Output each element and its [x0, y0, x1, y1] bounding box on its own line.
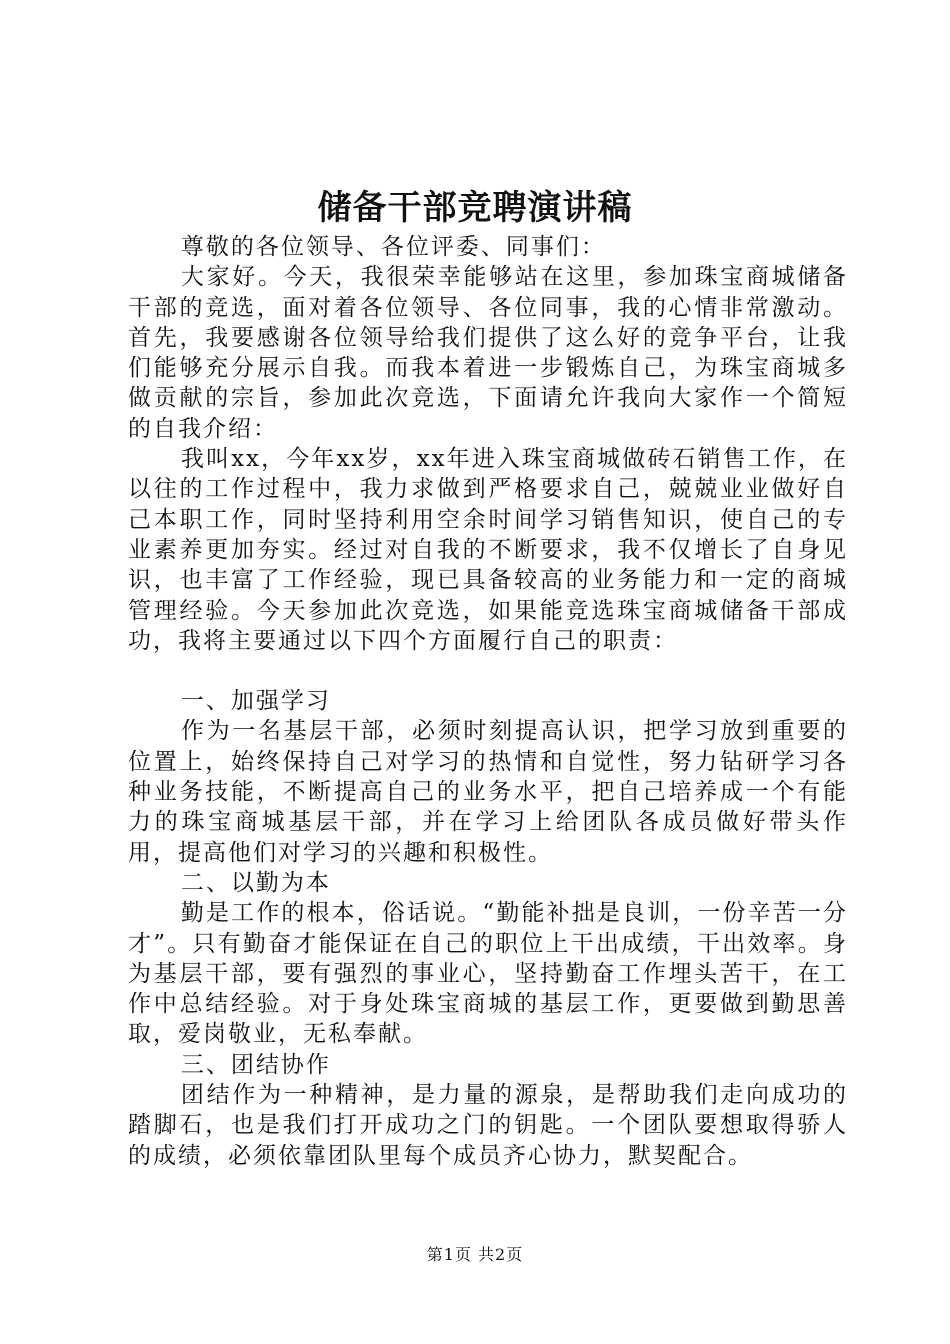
body-paragraph: 我叫xx，今年xx岁，xx年进入珠宝商城做砖石销售工作，在以往的工作过程中，我力求做到严格要求自己，兢兢业业做好自己本职工作，同时坚持利用空余时间学习销售知识，使自己的专业素养更加夯实。经过对自我的不断要求，我不仅增长了自身见识，也丰富了工作经验，现已具备较高的业务能力和一定的商城管理经验。今天参加此次竞选，如果能竞选珠宝商城储备干部成功，我将主要通过以下四个方面履行自己的职责：: [128, 446, 848, 654]
document-body: [128, 232, 848, 1171]
page-footer: 第1页 共2页: [426, 1245, 524, 1264]
section-heading: 二、以勤为本: [180, 869, 331, 896]
body-paragraph: 团结作为一种精神，是力量的源泉，是帮助我们走向成功的踏脚石，也是我们打开成功之门的钥匙。一个团队要想取得骄人的成绩，必须依靠团队里每个成员齐心协力，默契配合。: [128, 1082, 848, 1169]
document-title: 储备干部竞聘演讲稿: [317, 188, 633, 228]
body-paragraph: 作为一名基层干部，必须时刻提高认识，把学习放到重要的位置上，始终保持自己对学习的热情和自觉性，努力钻研学习各种业务技能，不断提高自己的业务水平，把自己培养成一个有能力的珠宝商城基层干部，并在学习上给团队各成员做好带头作用，提高他们对学习的兴趣和积极性。: [128, 718, 848, 866]
salutation: 尊敬的各位领导、各位评委、同事们：: [180, 234, 606, 260]
body-paragraph: 大家好。今天，我很荣幸能够站在这里，参加珠宝商城储备干部的竞选，面对着各位领导、各位同事，我的心情非常激动。首先，我要感谢各位领导给我们提供了这么好的竞争平台，让我们能够充分展示自我。而我本着进一步锻炼自己，为珠宝商城多做贡献的宗旨，参加此次竞选，下面请允许我向大家作一个简短的自我介绍：: [128, 264, 848, 442]
section-heading: 一、加强学习: [180, 688, 331, 715]
body-paragraph: 勤是工作的根本，俗话说。“勤能补拙是良训，一份辛苦一分才”。只有勤奋才能保证在自己的职位上干出成绩，干出效率。身为基层干部，要有强烈的事业心，坚持勤奋工作埋头苦干，在工作中总结经验。对于身处珠宝商城的基层工作，更要做到勤思善取，爱岗敬业，无私奉献。: [128, 900, 848, 1048]
section-heading: 三、团结协作: [180, 1051, 331, 1078]
